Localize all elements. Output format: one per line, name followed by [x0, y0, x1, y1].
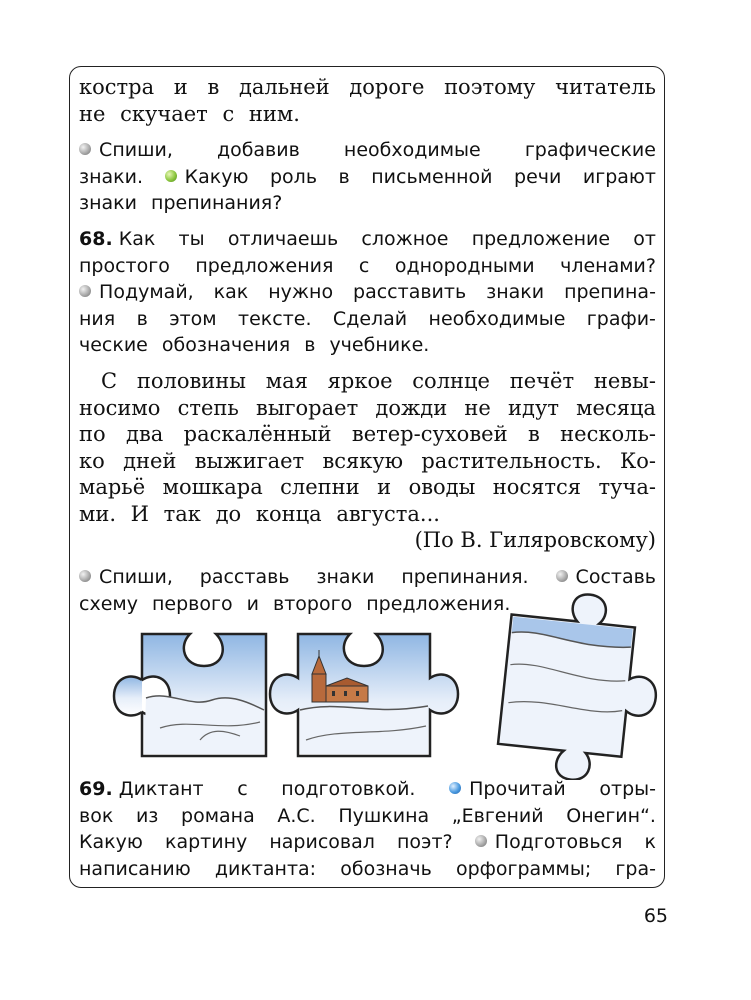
text-line: Спиши, расставь знаки препинания. Составь: [79, 564, 656, 591]
puzzle-piece-right: [495, 590, 660, 780]
text-line: ния в этом тексте. Сделай необходимые графи-: [79, 307, 656, 330]
bullet-gray-icon: [79, 143, 91, 155]
bullet-gray-icon: [556, 570, 568, 582]
text-line: не скучает с ним.: [79, 101, 300, 126]
bullet-gray-icon: [79, 285, 91, 297]
task-69: [79, 776, 656, 882]
task-number: 68.: [79, 228, 113, 250]
puzzle-piece-middle: [270, 634, 458, 756]
text-line: написанию диктанта: обозначь орфограммы; гра-: [79, 857, 656, 880]
text-line: Спиши, добавив необходимые графические: [79, 137, 656, 164]
text-line: Какую картину нарисовал поэт? Подготовься к: [79, 831, 656, 854]
text-line: простого предложения с однородными членами?: [79, 254, 656, 277]
text-line: ческие обозначения в учебнике.: [79, 334, 430, 357]
paragraph-top: [79, 74, 656, 127]
text-line: знаки препинания?: [79, 192, 283, 215]
puzzle-illustration: [100, 590, 660, 780]
puzzle-piece-left: [114, 634, 266, 756]
text-line: марьё мошкара слепни и оводы носятся туча-: [79, 475, 656, 499]
attribution: (По В. Гиляровскому): [414, 528, 656, 552]
text-line: Подумай, как нужно расставить знаки препина-: [79, 279, 656, 306]
text-line: знаки. Какую роль в письменной речи играют: [79, 165, 656, 188]
text-line: костра и в дальней дороге поэтому читатель: [79, 75, 656, 99]
bullet-green-icon: [165, 170, 177, 182]
page-number: 65: [643, 905, 668, 927]
text-line: схему первого и второго предложения.: [79, 592, 511, 615]
bullet-blue-icon: [449, 782, 461, 794]
task-rewrite-signs: [79, 137, 656, 217]
text-line: 68. Как ты отличаешь сложное предложение от: [79, 228, 656, 250]
bullet-gray-icon: [475, 835, 487, 847]
text-line: С половины мая яркое солнце печёт невы-: [101, 369, 656, 393]
text-line: по два раскалённый ветер-суховей в несколь-: [79, 422, 656, 446]
excerpt: [79, 368, 656, 554]
text-line: ми. И так до конца августа...: [79, 501, 440, 526]
text-line: вок из романа А.С. Пушкина „Евгений Онегин“.: [79, 804, 656, 827]
task-number: 69.: [79, 778, 113, 800]
text-line: ко дней выжигает всякую растительность. Ко-: [79, 448, 656, 473]
text-line: носимо степь выгорает дожди не идут месяца: [79, 395, 656, 420]
text-line: 69. Диктант с подготовкой. Прочитай отры-: [79, 778, 656, 800]
task-68: [79, 226, 656, 359]
bullet-gray-icon: [79, 570, 91, 582]
